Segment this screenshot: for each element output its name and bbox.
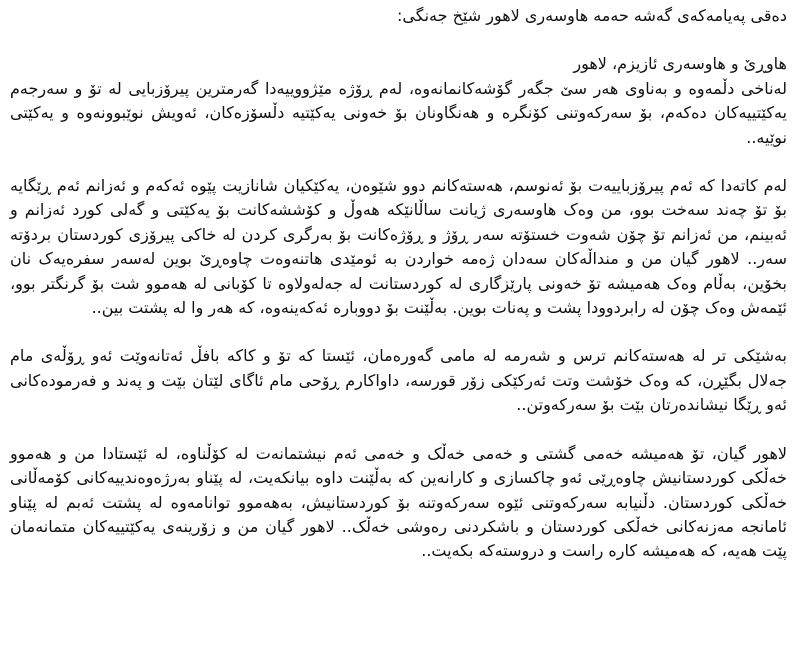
- letter-document: [10, 4, 787, 564]
- letter-paragraph-4: لاهور گیان، تۆ هەمیشە خەمی گشتی و خەمی خەڵک و خەمی ئەم نیشتمانەت لە کۆڵناوە، لە ئێستادا من و هەموو خەڵکی کوردستانیش چاوەڕێی ئەو چاکسازی و کارانەین کە بەڵێنت داوە بیانکەیت، لە پێناو بەرژەوەندییەکانی کۆمەڵانی خەڵکی کوردستان. دڵنیابە سەرکەوتنی ئێوە سەرکەوتنە بۆ کوردستانیش، بەهەموو توانامەوە لە پشتت ئەبم لە پێناو ئامانجە مەزنەکانی خەڵکی کوردستان و باشکردنی رەوشی خەڵک.. لاهور گیان من و زۆرینەی یەکێتییەکان متمانەمان پێت هەیە، کە هەمیشە کارە راست و دروستەکە بکەیت..: [10, 443, 787, 561]
- letter-paragraph-3: بەشێکی تر لە هەستەکانم ترس و شەرمە لە مامی گەورەمان، ئێستا کە تۆ و کاکە بافڵ ئەتانەوێت ئەو ڕۆڵەی مام جەلال بگێڕن، کە وەک خۆشت وتت ئەرکێکی زۆر قورسە، داواکارم ڕۆحی مام ئاگای لێتان بێت و پەند و فەرمودەکانی ئەو ڕێگا نیشاندەرتان بێت بۆ سەرکەوتن..: [10, 346, 787, 415]
- letter-paragraph-1: لەناخی دڵمەوە و بەناوی هەر سێ جگەر گۆشەکانمانەوە، لەم ڕۆژە مێژووییەدا گەرمترین پیرۆزبایی لە تۆ و سەرجەم یەکێتییەکان دەکەم، بۆ سەرکەوتنی کۆنگرە و هەنگاونان بۆ خەونی یەکێتیە دڵسۆزەکان، ئەویش نوێبوونەوە و یەکێتی نوێیە..: [10, 78, 787, 147]
- letter-paragraph-2: لەم کاتەدا کە ئەم پیرۆزباییەت بۆ ئەنوسم، هەستەکانم دوو شێوەن، یەکێکیان شانازیت پێوە ئەکەم و ئەزانم ئەم ڕێگایە بۆ تۆ چەند سەخت بوو، من وەک هاوسەری ژیانت ساڵانێکە هەوڵ و کۆششەکانت بۆ یەکێتی و گەلی کورد ئەزانم و ئەبینم، من ئەزانم تۆ چۆن شەوت خستۆتە سەر ڕۆژ و ڕۆژەکانت بۆ بەرگری کردن لە خاکی پیرۆزی کوردستان بردۆتە سەر.. لاهور گیان من و منداڵەکان سەدان ژەمە خواردن بە ئومێدی هاتنەوەت چاوەڕێ بوین لەسەر سفرەیەک نان بخۆین، بەڵام وەک هەمیشە تۆ خەونی پارێزگاری لە کوردستانت لە جەلەولاوە تا کۆبانی لە هەموو شت بۆ گرنگتر بوو، ئێمەش وەک چۆن لە رابردوودا پشت و پەنات بوین. بەڵێنت بۆ دووبارە ئەکەینەوە، کە هەر وا لە پشتت بین..: [10, 176, 787, 318]
- letter-greeting: هاوڕێ و هاوسەری ئازیزم، لاهور: [573, 54, 787, 74]
- letter-heading: دەقی پەیامەکەی گەشە حەمە هاوسەری لاهور شێخ جەنگی:: [397, 6, 787, 25]
